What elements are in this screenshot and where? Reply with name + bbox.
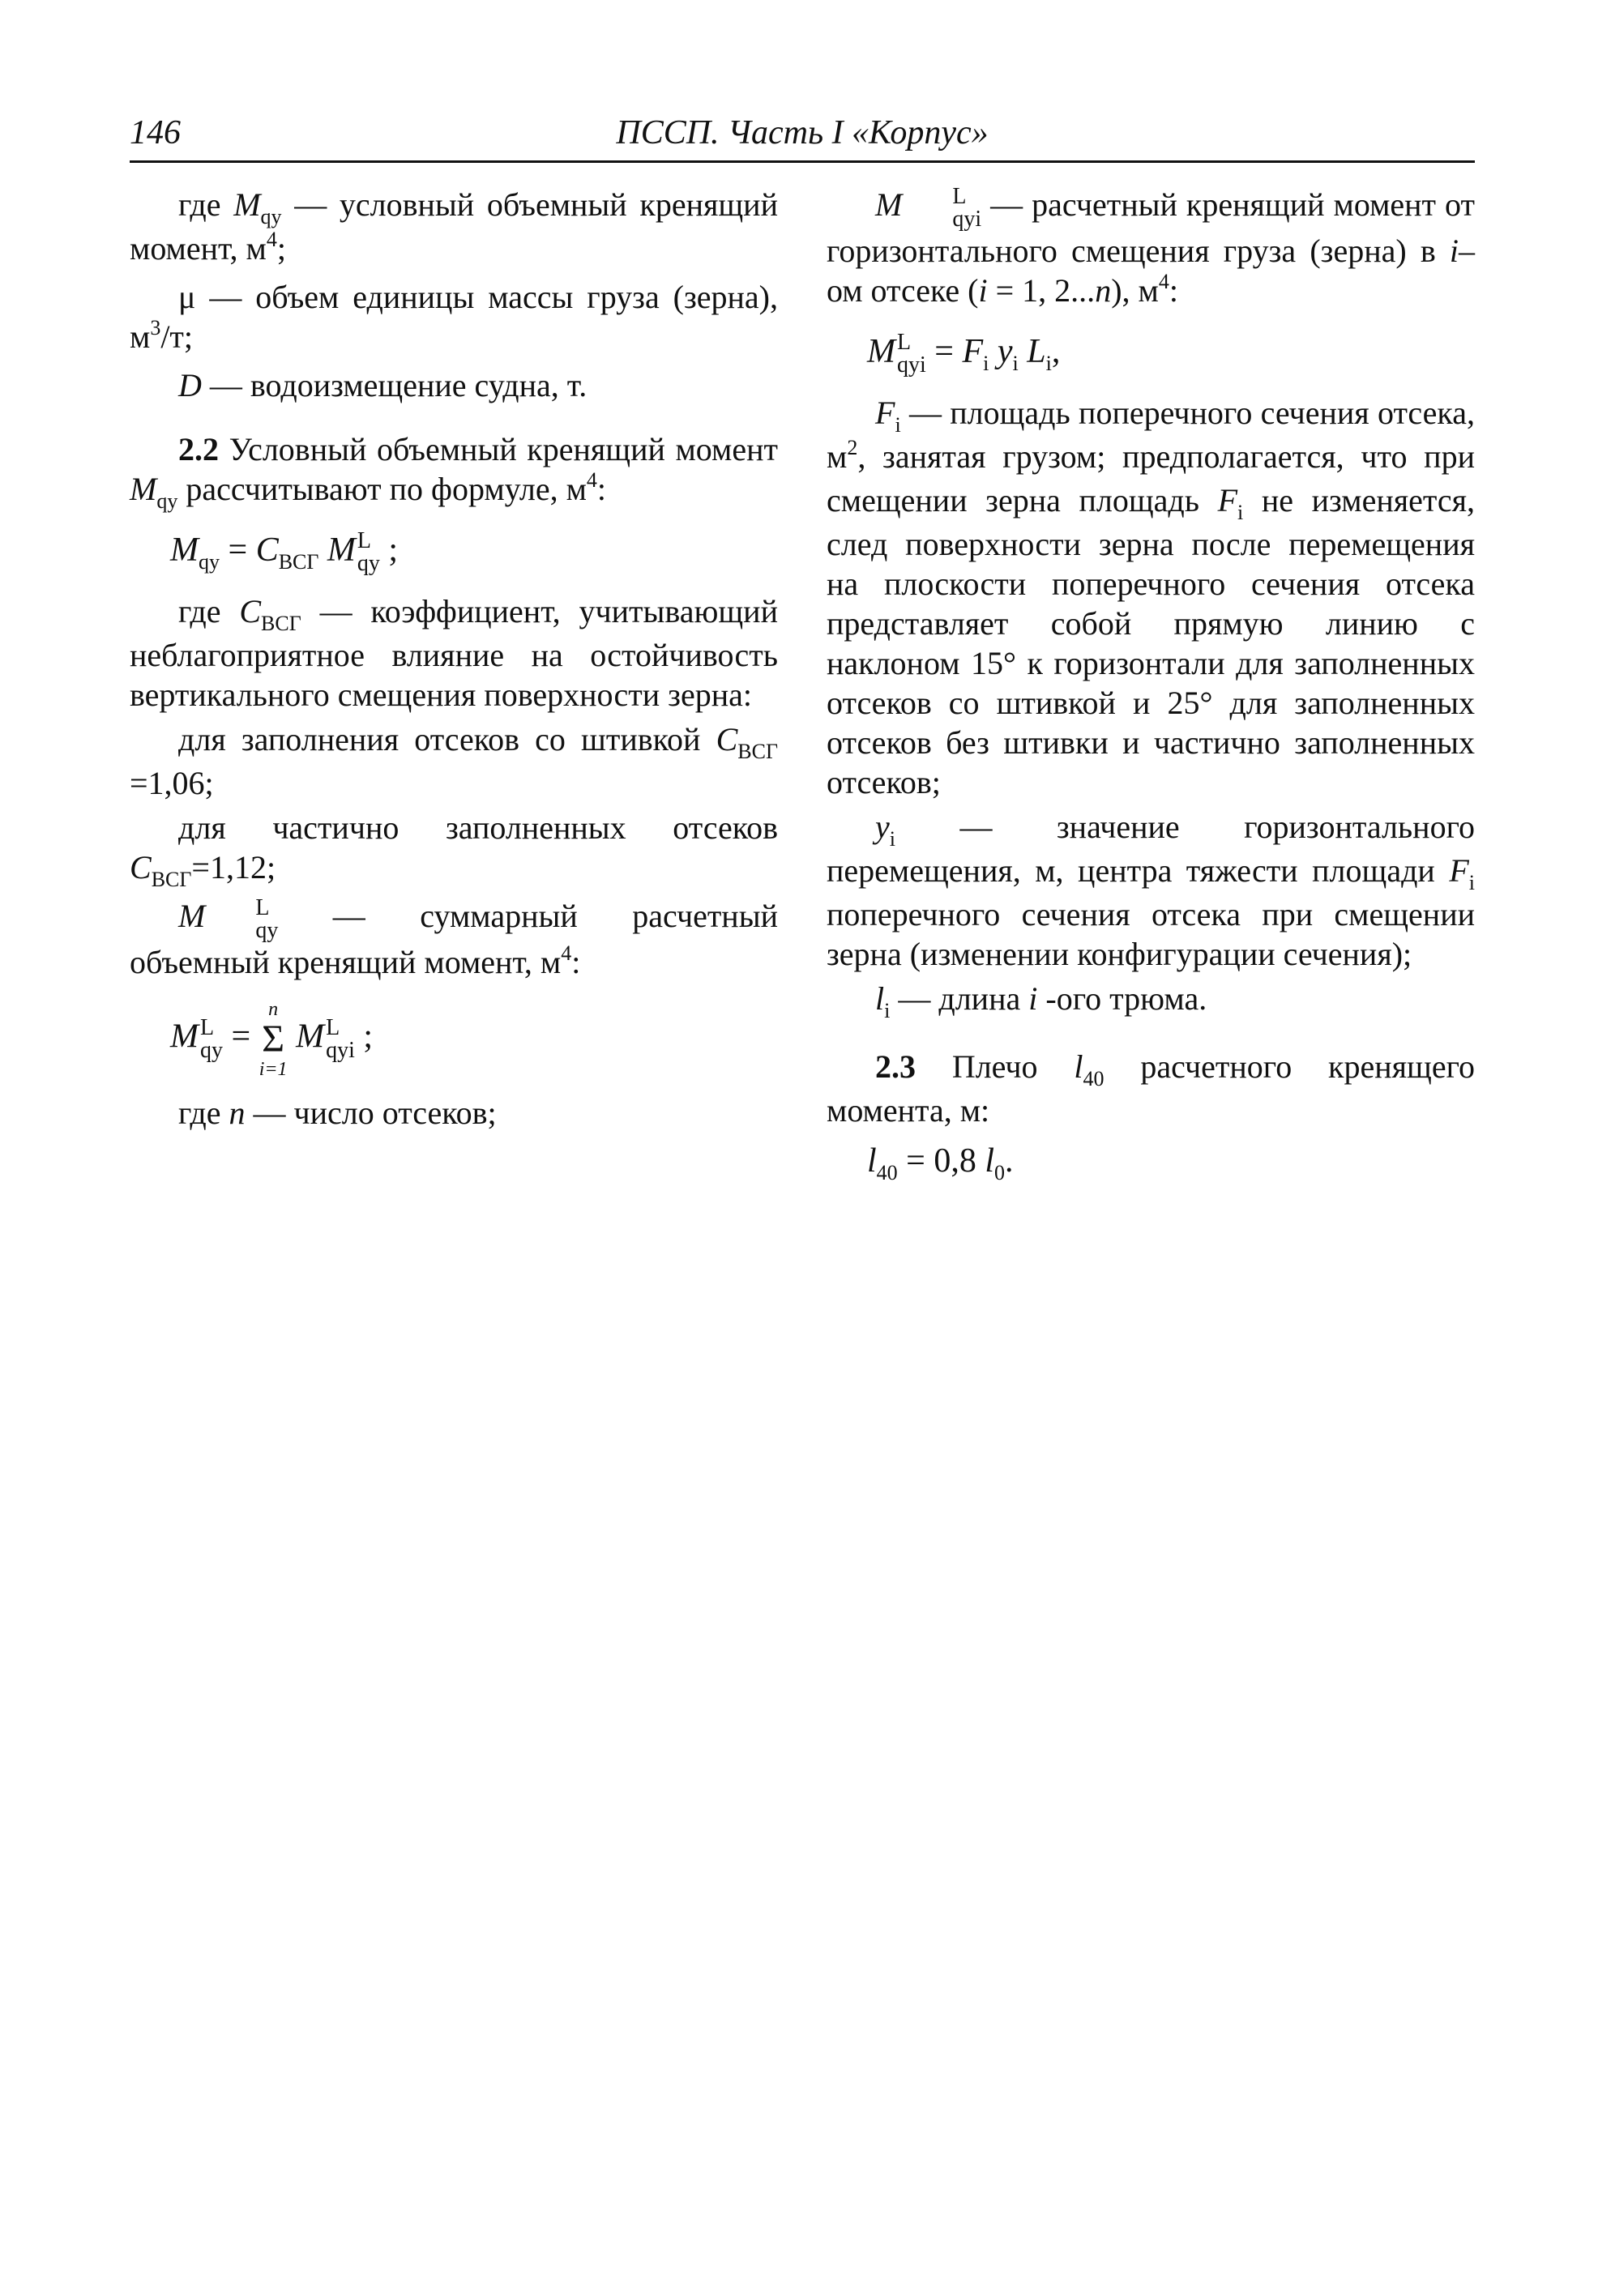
definition-cvsg: где $C_{ВСГ}$ — коэффициент, учитывающий неблагоприятное влияние на остойчивость вертикального смещения поверхности зерна: — [130, 593, 778, 713]
formula-mqy: $M_{qy} = C_{ВСГ}$ M L qy ; — [170, 528, 399, 577]
formula-sum-mlqy: M L qy = n Σ i=1 M L qyi ; — [170, 998, 374, 1080]
page-number: 146 — [130, 114, 181, 152]
definition-yi: $y_i$ — значение горизонтального перемещения, м, центра тяжести площади $F_i$ поперечного сечения отсека при смещении зерна (изменении конфигурации сечения); — [827, 808, 1475, 972]
cvsg-value-trimmed: для заполнения отсеков со штивкой $C_{ВСГ} =1,06$; — [130, 721, 778, 801]
definition-mu: μ — объем единицы массы груза (зерна), $м^3/т$; — [130, 279, 778, 355]
definition-mqy: где $M_{qy}$ — условный объемный кренящий момент, $м^4$; — [130, 186, 778, 267]
definition-n: где n — число отсеков; — [178, 1094, 497, 1131]
definition-mlqy: M L qy — суммарный расчетный объемный кренящий момент, $м^4$: — [130, 894, 778, 980]
page-header — [130, 112, 1475, 163]
right-column — [827, 185, 1475, 1202]
section-2-2: 2.2 Условный объемный кренящий момент $M_{qy}$ рассчитывают по формуле, $м^4$: — [130, 431, 778, 513]
definition-mlqyi: M L qyi — расчетный кренящий момент от горизонтального смещения груза (зерна) в i–ом отсеке (i = 1, 2...n), $м^4$: — [827, 183, 1475, 309]
section-2-3: 2.3 Плечо $l_{40}$ расчетного кренящего момента, м: — [827, 1048, 1475, 1129]
formula-l40: $l_{40} = 0,8$ $l_0$. — [867, 1142, 1014, 1184]
definition-d: D — водоизмещение судна, т. — [178, 367, 588, 403]
formula-mlqyi: M L qyi = $F_i$ $y_i$ $L_i$, — [867, 330, 1061, 378]
definition-fi: $F_i$ — площадь поперечного сечения отсека, $м^2$, занятая грузом; предполагается, что при смещении зерна площадь $F_i$ не изменяется, след поверхности зерна после перемещения на плоскости поперечного сечения отсека представляет собой прямую линию с наклоном 15° к горизонтали для заполненных отсеков со штивкой и 25° для заполненных отсеков без штивки и частично заполненных отсеков; — [827, 394, 1476, 800]
left-column — [130, 185, 778, 1137]
running-title: ПССП. Часть I «Корпус» — [616, 114, 989, 152]
cvsg-value-partial: для частично заполненных отсеков $C_{ВСГ}=1,12$; — [130, 809, 778, 891]
definition-li: $l_i$ — длина i -ого трюма. — [875, 979, 1207, 1022]
sum-operator: n Σ i=1 — [258, 998, 288, 1080]
